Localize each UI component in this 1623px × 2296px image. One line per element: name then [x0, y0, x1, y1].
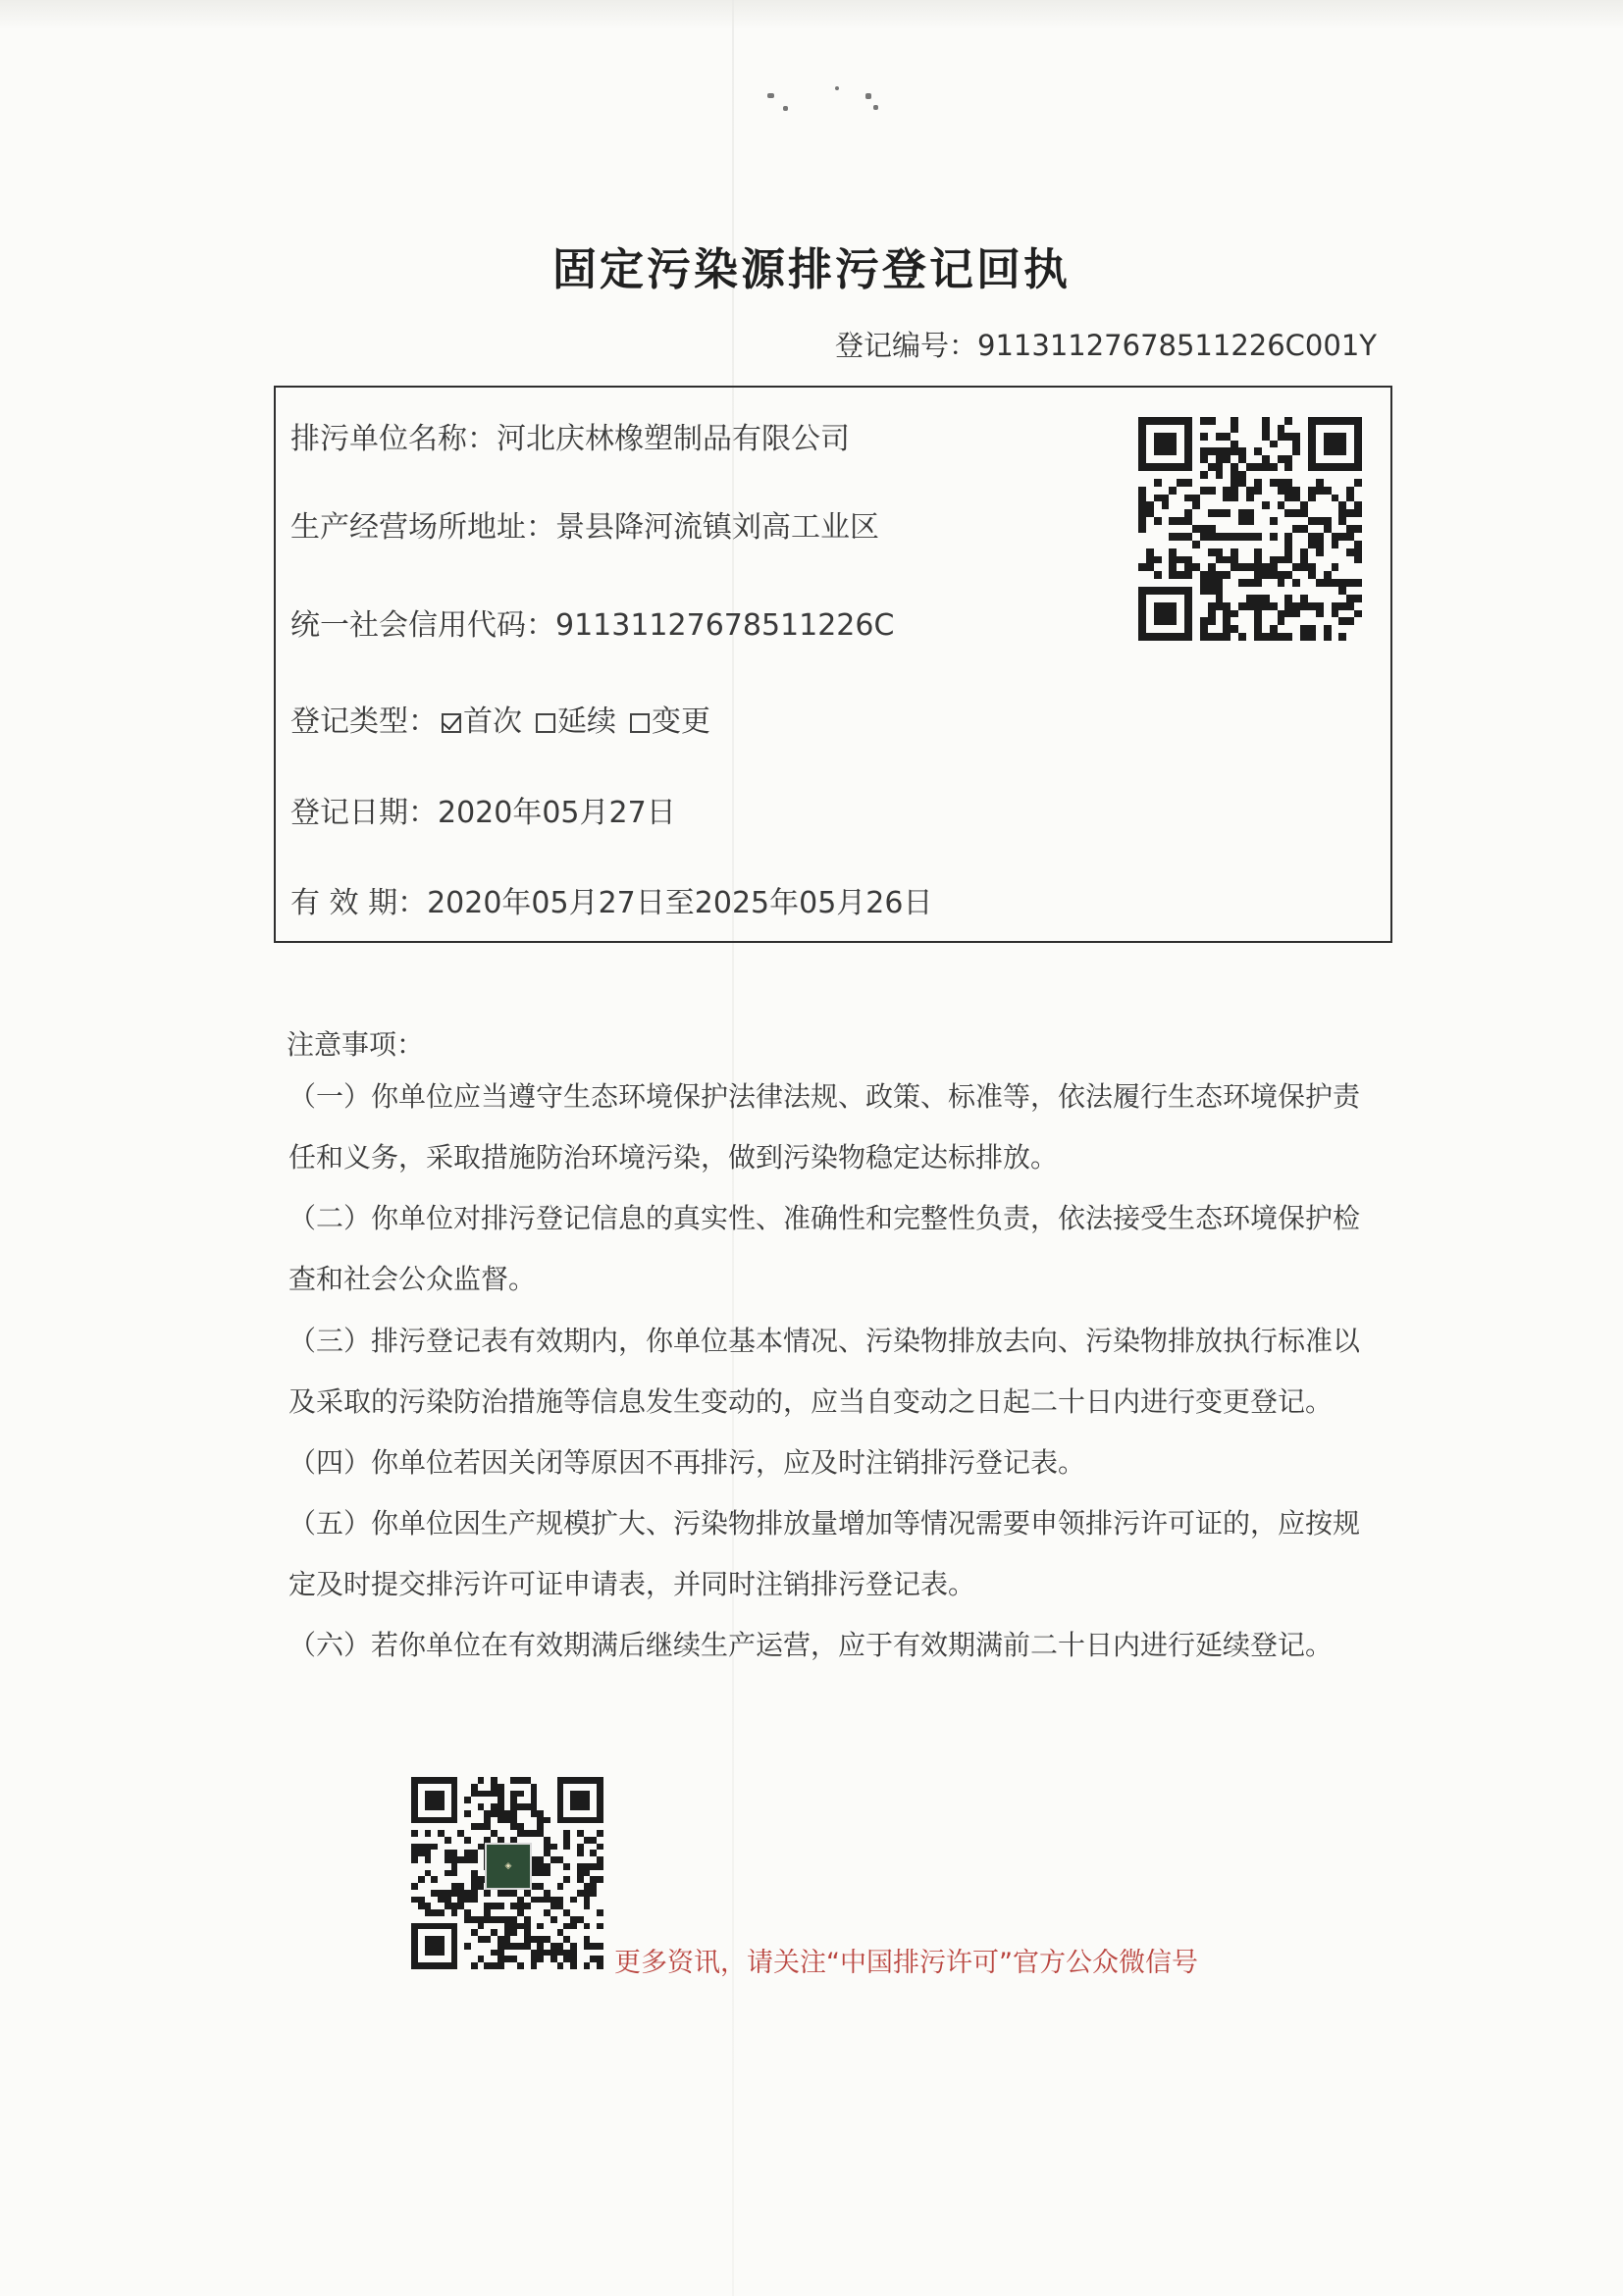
first-time-checkbox[interactable] — [442, 713, 461, 733]
registration-type-label: 登记类型： — [290, 704, 438, 739]
validity-label: 有 效 期： — [290, 886, 428, 920]
change-checkbox[interactable] — [630, 713, 650, 733]
note-item-4: （四）你单位若因关闭等原因不再排污，应及时注销排污登记表。 — [288, 1446, 1086, 1479]
validity-row — [290, 878, 932, 921]
note-item-1: （一）你单位应当遵守生态环境保护法律法规、政策、标准等，依法履行生态环境保护责任和义务，采取措施防治环境污染，做到污染物稳定达标排放。 — [288, 1080, 1361, 1174]
document-title: 固定污染源排污登记回执 — [551, 243, 1071, 295]
registration-date-row — [290, 788, 676, 831]
unit-name-value: 河北庆林橡塑制品有限公司 — [497, 422, 850, 456]
note-item-5: （五）你单位因生产规模扩大、污染物排放量增加等情况需要申领排污许可证的，应按规定及时提交排污许可证申请表，并同时注销排污登记表。 — [288, 1507, 1361, 1600]
renewal-checkbox[interactable] — [536, 713, 555, 733]
scan-speck — [767, 93, 774, 98]
scan-speck — [865, 93, 871, 99]
registration-date-value: 2020年05月27日 — [438, 796, 676, 830]
credit-code-value: 91131127678511226C — [555, 608, 895, 643]
registration-type-row — [290, 697, 710, 740]
first-time-option-label: 首次 — [463, 704, 522, 739]
wechat-logo-icon: ◈ — [485, 1843, 532, 1890]
registration-number: 登记编号：91131127678511226C001Y — [835, 329, 1377, 362]
scan-speck — [783, 106, 788, 111]
address-row — [290, 502, 879, 546]
note-item-2: （二）你单位对排污登记信息的真实性、准确性和完整性负责，依法接受生态环境保护检查和社会公众监督。 — [288, 1202, 1361, 1295]
unit-name-row — [290, 414, 850, 457]
note-item-3: （三）排污登记表有效期内，你单位基本情况、污染物排放去向、污染物排放执行标准以及采取的污染防治措施等信息发生变动的，应当自变动之日起二十日内进行变更登记。 — [288, 1325, 1361, 1418]
footer-wechat-note: 更多资讯，请关注“中国排污许可”官方公众微信号 — [614, 1948, 1198, 1978]
credit-code-row — [290, 600, 894, 644]
scan-speck — [835, 86, 839, 90]
change-option-label: 变更 — [652, 704, 710, 739]
qr-code-registration-icon — [1138, 417, 1362, 641]
unit-name-label: 排污单位名称： — [290, 422, 497, 456]
address-value: 景县降河流镇刘高工业区 — [555, 510, 879, 545]
scan-edge-shadow — [0, 0, 1623, 29]
notes-heading: 注意事项： — [287, 1028, 425, 1061]
credit-code-label: 统一社会信用代码： — [290, 608, 555, 643]
renewal-option-label: 延续 — [557, 704, 616, 739]
address-label: 生产经营场所地址： — [290, 510, 555, 545]
registration-date-label: 登记日期： — [290, 796, 438, 830]
validity-value: 2020年05月27日至2025年05月26日 — [427, 886, 933, 920]
note-item-6: （六）若你单位在有效期满后继续生产运营，应于有效期满前二十日内进行延续登记。 — [288, 1629, 1334, 1661]
scan-speck — [873, 105, 878, 110]
